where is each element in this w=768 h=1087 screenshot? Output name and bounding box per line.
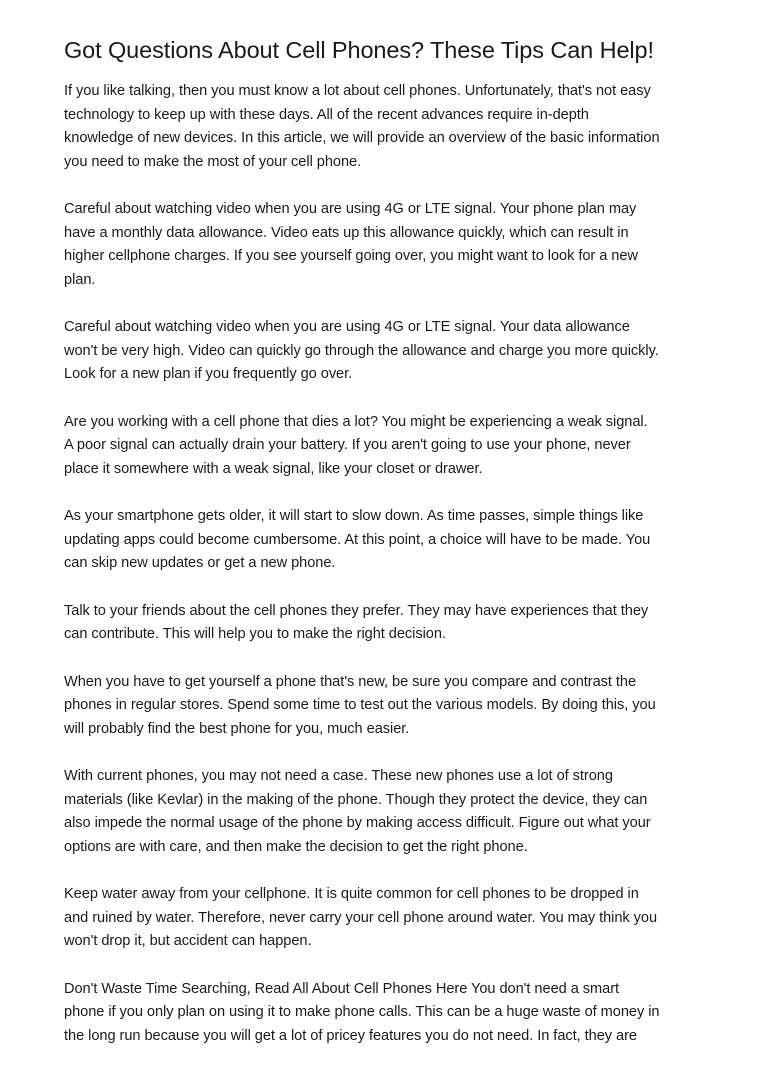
paragraph xyxy=(64,411,709,482)
document-page xyxy=(64,34,709,1072)
paragraph xyxy=(64,978,709,1049)
document-title: Got Questions About Cell Phones? These Tips Can Help! xyxy=(64,37,654,63)
paragraph-line: phones in regular stores. Spend some time to test out the various models. By doing this, you xyxy=(64,697,656,713)
paragraph-line: also impede the normal usage of the phone by making access difficult. Figure out what your xyxy=(64,815,651,831)
paragraph-line: have a monthly data allowance. Video eats up this allowance quickly, which can result in xyxy=(64,224,629,241)
document-body xyxy=(64,80,709,1048)
paragraph-line: Careful about watching video when you are using 4G or LTE signal. Your phone plan may xyxy=(64,201,637,217)
paragraph-line: and ruined by water. Therefore, never carry your cell phone around water. You may think you xyxy=(64,909,658,926)
paragraph xyxy=(64,505,709,576)
paragraph xyxy=(64,883,709,954)
paragraph-line: can skip new updates or get a new phone. xyxy=(64,555,336,571)
paragraph-line: the long run because you will get a lot of pricey features you do not need. In fact, they are xyxy=(64,1027,637,1044)
paragraph-line: Are you working with a cell phone that dies a lot? You might be experiencing a weak signal. xyxy=(64,413,648,430)
paragraph xyxy=(64,765,709,859)
paragraph-line: place it somewhere with a weak signal, like your closet or drawer. xyxy=(64,460,483,477)
paragraph-line: Look for a new plan if you frequently go over. xyxy=(64,366,353,382)
paragraph-line: knowledge of new devices. In this article, we will provide an overview of the basic information xyxy=(64,130,660,146)
paragraph xyxy=(64,198,709,292)
paragraph-line: options are with care, and then make the decision to get the right phone. xyxy=(64,838,528,855)
paragraph-line: As your smartphone gets older, it will start to slow down. As time passes, simple things like xyxy=(64,508,644,524)
paragraph-line: can contribute. This will help you to make the right decision. xyxy=(64,626,446,642)
paragraph-line: With current phones, you may not need a case. These new phones use a lot of strong xyxy=(64,768,613,784)
paragraph-line: Keep water away from your cellphone. It is quite common for cell phones to be dropped in xyxy=(64,886,639,902)
paragraph-line: won't be very high. Video can quickly go through the allowance and charge you more quickly. xyxy=(64,342,659,359)
paragraph-line: you need to make the most of your cell phone. xyxy=(64,153,362,170)
paragraph-line: If you like talking, then you must know a lot about cell phones. Unfortunately, that's not easy xyxy=(64,83,651,99)
paragraph-line: plan. xyxy=(64,271,96,288)
paragraph-line: When you have to get yourself a phone that's new, be sure you compare and contrast the xyxy=(64,673,637,690)
paragraph-line: higher cellphone charges. If you see yourself going over, you might want to look for a new xyxy=(64,248,638,264)
paragraph-line: Talk to your friends about the cell phones they prefer. They may have experiences that they xyxy=(64,602,649,619)
paragraph-line: Careful about watching video when you are using 4G or LTE signal. Your data allowance xyxy=(64,319,630,335)
paragraph-line: phone if you only plan on using it to make phone calls. This can be a huge waste of money in xyxy=(64,1004,660,1020)
paragraph-line: will probably find the best phone for you, much easier. xyxy=(64,720,410,737)
paragraph xyxy=(64,80,709,174)
paragraph-line: materials (like Kevlar) in the making of the phone. Though they protect the device, they can xyxy=(64,791,648,808)
paragraph-line: A poor signal can actually drain your battery. If you aren't going to use your phone, never xyxy=(64,437,631,453)
paragraph-line: won't drop it, but accident can happen. xyxy=(64,933,312,949)
paragraph-line: updating apps could become cumbersome. At this point, a choice will have to be made. You xyxy=(64,531,651,548)
paragraph-line: Don't Waste Time Searching, Read All About Cell Phones Here You don't need a smart xyxy=(64,980,620,997)
paragraph xyxy=(64,671,709,742)
paragraph-line: technology to keep up with these days. All of the recent advances require in-depth xyxy=(64,106,589,123)
paragraph xyxy=(64,600,709,647)
paragraph xyxy=(64,316,709,387)
